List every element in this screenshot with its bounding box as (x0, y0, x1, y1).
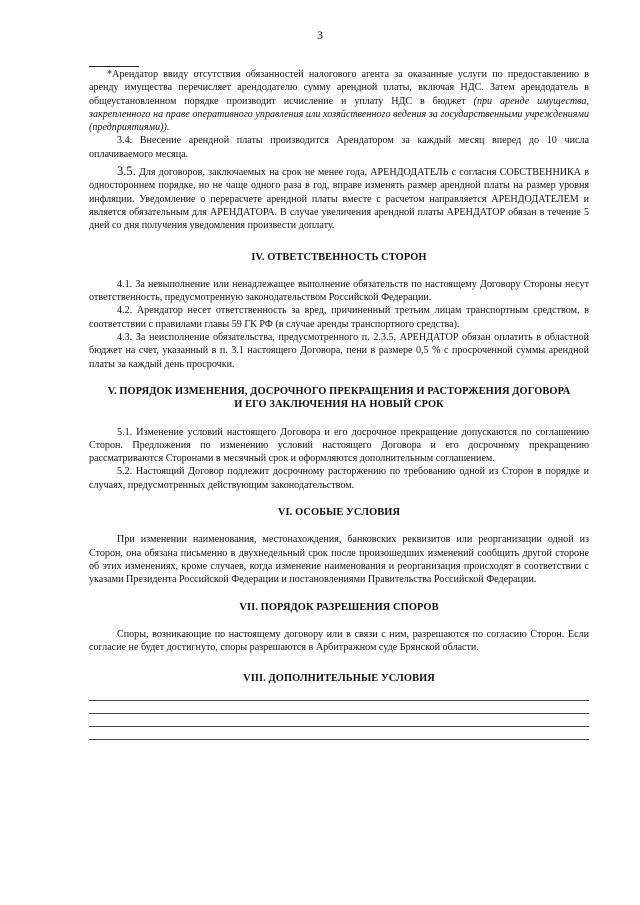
footnote-separator (89, 66, 139, 67)
clause-3-5-number: 3.5. (117, 164, 136, 179)
clause-3-4: 3.4. Внесение арендной платы производится Арендатором за каждый месяц вперед до 10 числа оплачиваемого месяца. (89, 135, 589, 160)
footnote-paragraph (89, 68, 589, 134)
blank-line (89, 688, 589, 701)
section-6-paragraph: При изменении наименования, местонахождения, банковских реквизитов или реорганизации одной из Сторон, она обязана письменно в двухнедельный срок после произошедших изменений сообщить другой стороне об этих изменениях, кроме случаев, когда изменение наименования и реорганизация происходят в соответствии с указами Президента Российской Федерации и постановлениями Правительства Российской Федерации. (89, 534, 589, 586)
footnote-italic: (при аренде имущества, закрепленного на праве оперативного управления или хозяйственного ведения за государственными учреждениями (предприятиями)). (89, 95, 589, 134)
clause-5-1: 5.1. Изменение условий настоящего Договора и его досрочное прекращение допускаются по соглашению Сторон. Предложения по изменению условий настоящего Договора и его досрочному прекращению рассматриваются Сторонами в месячный срок и оформляются дополнительным соглашением. (89, 426, 589, 465)
blank-line (89, 701, 589, 714)
blank-line (89, 727, 589, 740)
footnote-text: *Арендатор ввиду отсутствия обязанностей налогового агента за оказанные услуги по предоставлению в аренду имущества перечисляет арендодателю сумму арендной платы, включая НДС. Затем арендодатель в общеустановленном порядке производит исчисление и уплату НДС в бюджет (89, 69, 589, 107)
document-body (89, 66, 589, 740)
clause-4-1: 4.1. За невыполнение или ненадлежащее выполнение обязательств по настоящему Договору Стороны несут ответственность, предусмотренную законодательством Российской Федерации. (89, 278, 589, 304)
section-5-heading (89, 385, 589, 412)
footnote (89, 66, 589, 134)
section-6-heading: VI. ОСОБЫЕ УСЛОВИЯ (277, 507, 401, 519)
clause-5-2: 5.2. Настоящий Договор подлежит досрочному расторжению по требованию одной из Сторон в порядке и случаях, предусмотренных действующим законодательством. (89, 466, 589, 491)
section-4-heading: IV. ОТВЕТСТВЕННОСТЬ СТОРОН (251, 251, 427, 263)
section-7-heading: VII. ПОРЯДОК РАЗРЕШЕНИЯ СПОРОВ (239, 601, 439, 613)
clause-3-5 (89, 165, 589, 232)
section-5-heading-line-2: И ЕГО ЗАКЛЮЧЕНИЯ НА НОВЫЙ СРОК (234, 399, 444, 411)
blank-line (89, 714, 589, 727)
section-7-paragraph: Споры, возникающие по настоящему договору или в связи с ним, разрешаются по согласию Сторон. Если согласие не будет достигнуто, споры разрешаются в Арбитражном суде Брянской области. (89, 628, 589, 654)
clause-3-5-text: Для договоров, заключаемых на срок не менее года, АРЕНДОДАТЕЛЬ с согласия СОБСТВЕННИКА в одностороннем порядке, но не чаще одного раза в год, вправе изменять размер арендной платы на размер уровня инфляции. Уведомление о перерасчете арендной платы вместе с расчетом направляется АРЕНДОДАТЕЛЕМ и является обязательным для АРЕНДАТОРА. В случае увеличения арендной платы АРЕНДАТОР обязан в течение 5 дней со дня получения уведомления произвести доплату. (89, 167, 589, 232)
page-number: 3 (317, 28, 323, 42)
clause-4-2: 4.2. Арендатор несет ответственность за вред, причиненный третьим лицам транспортным средством, в соответствии с правилами главы 59 ГК РФ (в случае аренды транспортного средства). (89, 305, 589, 330)
section-5-heading-line-1: V. ПОРЯДОК ИЗМЕНЕНИЯ, ДОСРОЧНОГО ПРЕКРАЩЕНИЯ И РАСТОРЖЕНИЯ ДОГОВОРА (107, 385, 571, 397)
section-8-heading: VIII. ДОПОЛНИТЕЛЬНЫЕ УСЛОВИЯ (243, 673, 435, 685)
clause-4-3: 4.3. За неисполнение обязательства, предусмотренного п. 2.3.5, АРЕНДАТОР обязан оплатить в областной бюджет на счет, указанный в п. 3.1 настоящего Договора, пени в размере 0,5 % с просроченной суммы арендной платы за каждый день просрочки. (89, 332, 589, 370)
